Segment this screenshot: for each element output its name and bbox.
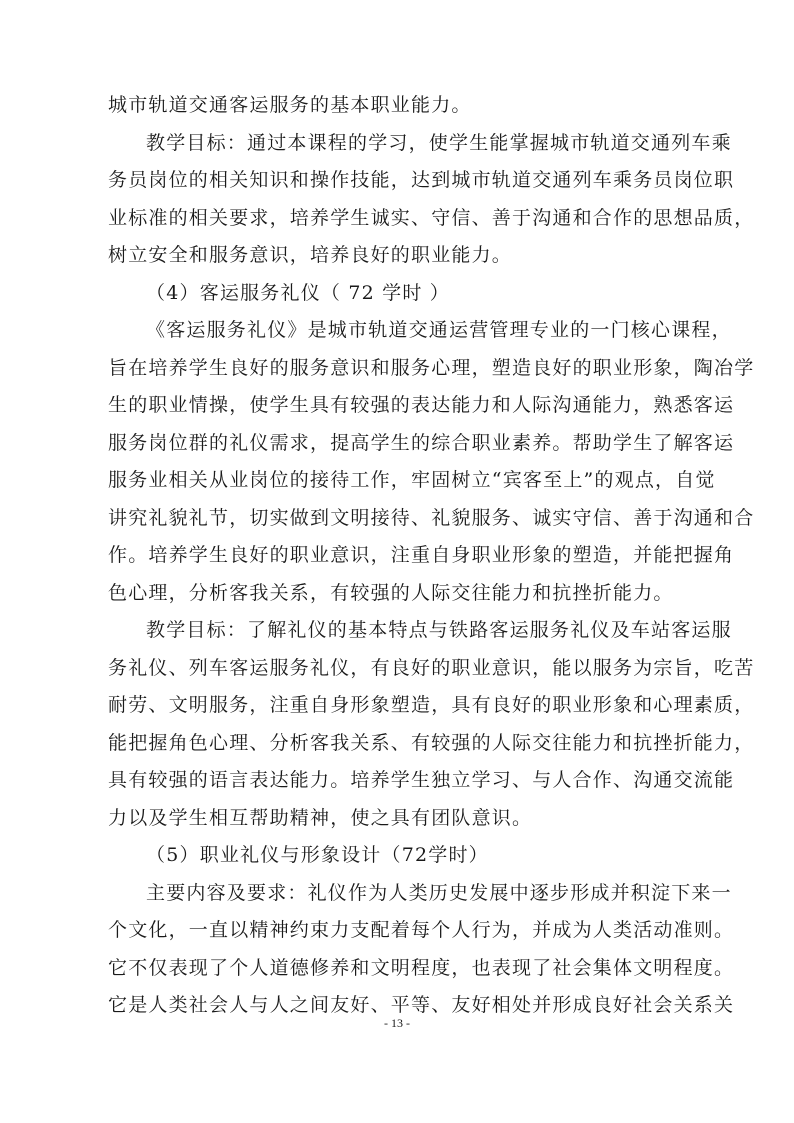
document-body [108,87,755,1025]
paragraph-line: 《客运服务礼仪》是城市轨道交通运营管理专业的一门核心课程， [146,319,732,341]
paragraph-line: 具有较强的语言表达能力。培养学生独立学习、与人合作、沟通交流能 [108,769,735,791]
section-heading: （5）职业礼仪与形象设计（72学时） [146,844,489,866]
paragraph-line: 服务岗位群的礼仪需求，提高学生的综合职业素养。帮助学生了解客运 [108,431,735,454]
paragraph-line: 树立安全和服务意识，培养良好的职业能力。 [108,244,513,266]
paragraph-line: 能把握角色心理、分析客我关系、有较强的人际交往能力和抗挫折能力， [108,731,755,754]
paragraph-line: 它是人类社会人与人之间友好、平等、友好相处并形成良好社会关系关 [108,994,735,1016]
paragraph-line: 力以及学生相互帮助精神，使之具有团队意识。 [108,806,533,829]
paragraph-line: 务礼仪、列车客运服务礼仪，有良好的职业意识，能以服务为宗旨，吃苦 [108,656,755,679]
paragraph-line: 色心理，分析客我关系，有较强的人际交往能力和抗挫折能力。 [108,581,674,604]
page-number: - 13 - [384,1016,410,1030]
paragraph-line: 教学目标：了解礼仪的基本特点与铁路客运服务礼仪及车站客运服 [146,619,732,641]
paragraph-line: 城市轨道交通客运服务的基本职业能力。 [108,94,472,116]
paragraph-line: 务员岗位的相关知识和操作技能，达到城市轨道交通列车乘务员岗位职 [108,169,735,191]
paragraph-line: 讲究礼貌礼节，切实做到文明接待、礼貌服务、诚实守信、善于沟通和合 [108,506,755,529]
paragraph-line: 它不仅表现了个人道德修养和文明程度，也表现了社会集体文明程度。 [108,956,735,979]
paragraph-line: 旨在培养学生良好的服务意识和服务心理，塑造良好的职业形象，陶冶学 [108,356,755,379]
paragraph-line: 生的职业情操，使学生具有较强的表达能力和人际沟通能力，熟悉客运 [108,394,735,416]
paragraph-line: 耐劳、文明服务，注重自身形象塑造，具有良好的职业形象和心理素质， [108,694,755,716]
paragraph-line: 个文化，一直以精神约束力支配着每个人行为，并成为人类活动准则。 [108,919,735,941]
paragraph-line: 服务业相关从业岗位的接待工作，牢固树立“宾客至上”的观点，自觉 [108,469,716,491]
paragraph-line: 作。培养学生良好的职业意识，注重自身职业形象的塑造，并能把握角 [108,544,735,566]
paragraph-line: 业标准的相关要求，培养学生诚实、守信、善于沟通和合作的思想品质， [108,206,755,229]
paragraph-line: 主要内容及要求：礼仪作为人类历史发展中逐步形成并积淀下来一 [146,881,732,904]
paragraph-line: 教学目标：通过本课程的学习，使学生能掌握城市轨道交通列车乘 [146,131,732,154]
section-heading: （4）客运服务礼仪（ 72 学时 ） [146,281,450,304]
